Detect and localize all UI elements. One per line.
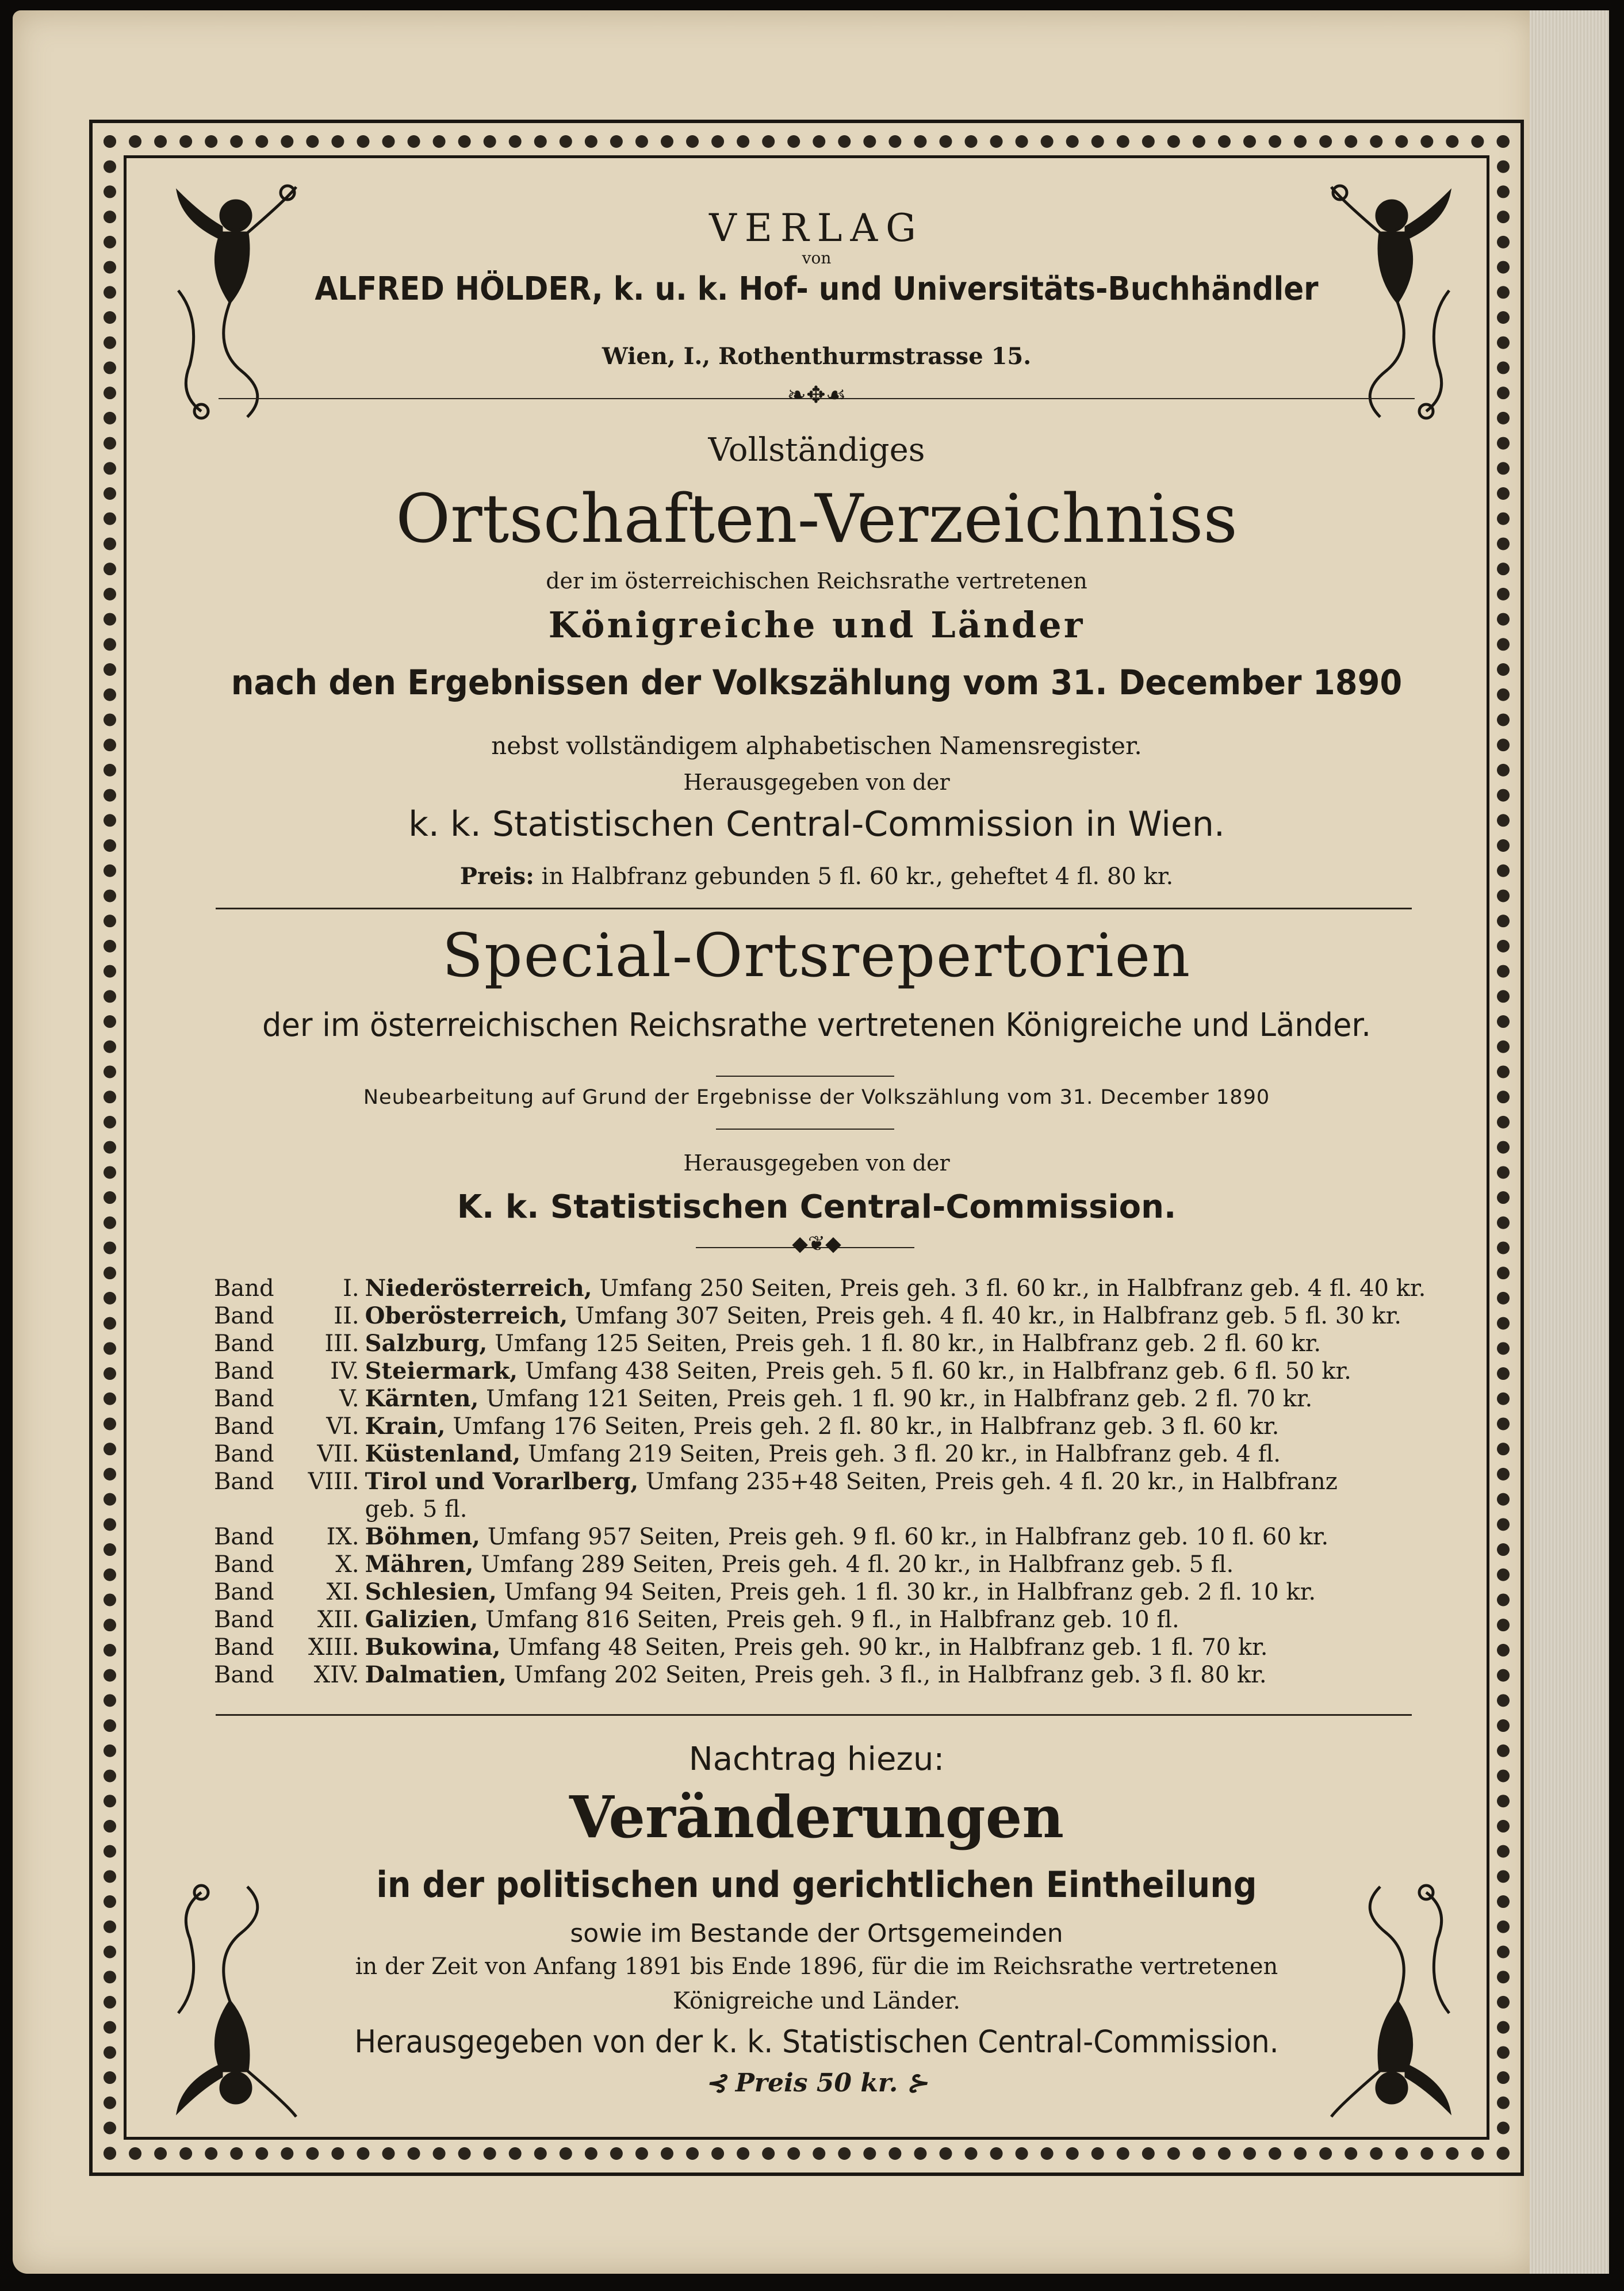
book1-price-text: in Halbfranz gebunden 5 fl. 60 kr., geheftet 4 fl. 80 kr. [541,863,1174,890]
band-label: Band [214,1303,274,1329]
band-label: Band [214,1468,274,1495]
band-region-name: Oberösterreich, [365,1302,568,1329]
fleuron-icon: ❧✥☙ [787,382,847,408]
band-row [214,1551,1426,1578]
band-number: XII. [317,1607,359,1633]
band-row [214,1578,1426,1606]
book2-editor-intro: Herausgegeben von der [683,1150,950,1176]
section-divider [216,908,1412,909]
book1-line3: nach den Ergebnissen der Volkszählung vom 31. December 1890 [231,663,1403,703]
band-label: Band [214,1275,274,1302]
band-label: Band [214,1579,274,1605]
book3-line2: sowie im Bestande der Ortsgemeinden [570,1919,1063,1948]
band-label: Band [214,1358,274,1384]
band-number: III. [324,1330,359,1357]
book3-title: Veränderungen [569,1783,1064,1851]
band-details: Umfang 125 Seiten, Preis geh. 1 fl. 80 kr., in Halbfranz geb. 2 fl. 60 kr. [495,1330,1322,1357]
fleuron-icon: ⊱ [898,2068,928,2098]
band-details: Umfang 202 Seiten, Preis geh. 3 fl., in Halbfranz geb. 3 fl. 80 kr. [514,1662,1267,1688]
book3-line4: Königreiche und Länder. [673,1988,960,2014]
band-row-continuation [214,1496,1426,1523]
band-row [214,1330,1426,1357]
band-details: Umfang 250 Seiten, Preis geh. 3 fl. 60 kr., in Halbfranz geb. 4 fl. 40 kr. [599,1275,1426,1302]
band-label: Band [214,1662,274,1688]
band-number: XI. [326,1579,359,1605]
band-number: II. [334,1303,359,1329]
band-details: Umfang 176 Seiten, Preis geh. 2 fl. 80 kr., in Halbfranz geb. 3 fl. 60 kr. [453,1413,1280,1440]
book3-price-line [173,2068,1461,2098]
band-region-name: Bukowina, [365,1634,501,1661]
band-label: Band [214,1551,274,1578]
band-region-name: Kärnten, [365,1385,479,1412]
book1-price-label: Preis: [459,863,534,890]
book1-price [173,863,1461,890]
band-label: Band [214,1413,274,1440]
book-spine [1530,10,1609,2274]
publisher-address: Wien, I., Rothenthurmstrasse 15. [602,343,1032,370]
short-divider [716,1129,894,1130]
band-number: XIV. [313,1662,359,1688]
band-details: Umfang 289 Seiten, Preis geh. 4 fl. 20 kr., in Halbfranz geb. 5 fl. [481,1551,1234,1578]
band-label: Band [214,1634,274,1661]
book1-editor: k. k. Statistischen Central-Commission in Wien. [408,804,1225,844]
band-number: VII. [317,1441,359,1467]
verlag-heading: VERLAG [709,206,924,250]
band-region-name: Salzburg, [365,1330,488,1357]
fleuron-icon: ◆❦◆ [792,1232,841,1256]
fleuron-icon: ⊰ [705,2068,736,2098]
band-region-name: Küstenland, [365,1440,521,1467]
band-details-continuation: geb. 5 fl. [365,1496,468,1523]
band-number: XIII. [308,1634,359,1661]
band-details: Umfang 816 Seiten, Preis geh. 9 fl., in Halbfranz geb. 10 fl. [485,1607,1179,1633]
band-row [214,1606,1426,1634]
book1-line1: der im österreichischen Reichsrathe vertretenen [546,568,1087,594]
book2-editor: K. k. Statistischen Central-Commission. [457,1188,1177,1226]
band-label: Band [214,1441,274,1467]
band-region-name: Böhmen, [365,1523,480,1550]
band-region-name: Krain, [365,1413,446,1440]
book1-line4: nebst vollständigem alphabetischen Namensregister. [491,732,1142,760]
band-row [214,1468,1426,1496]
band-region-name: Steiermark, [365,1357,518,1384]
band-row [214,1302,1426,1330]
band-number: V. [339,1386,359,1412]
band-details: Umfang 307 Seiten, Preis geh. 4 fl. 40 kr., in Halbfranz geb. 5 fl. 30 kr. [574,1303,1402,1329]
band-region-name: Niederösterreich, [365,1275,592,1302]
band-row [214,1634,1426,1661]
band-number: IX. [326,1524,359,1550]
band-details: Umfang 48 Seiten, Preis geh. 90 kr., in Halbfranz geb. 1 fl. 70 kr. [508,1634,1268,1661]
band-row [214,1413,1426,1440]
band-region-name: Galizien, [365,1606,478,1633]
short-divider [716,1076,894,1077]
book3-price: Preis 50 kr. [735,2068,898,2098]
band-label: Band [214,1607,274,1633]
band-details: Umfang 438 Seiten, Preis geh. 5 fl. 60 kr., in Halbfranz geb. 6 fl. 50 kr. [524,1358,1351,1384]
band-region-name: Tirol und Vorarlberg, [365,1468,639,1495]
book1-editor-intro: Herausgegeben von der [683,770,950,795]
book3-line3: in der Zeit von Anfang 1891 bis Ende 1896, für die im Reichsrathe vertretenen [355,1953,1278,1980]
band-label: Band [214,1330,274,1357]
band-details: Umfang 957 Seiten, Preis geh. 9 fl. 60 kr., in Halbfranz geb. 10 fl. 60 kr. [487,1524,1329,1550]
band-number: VIII. [308,1468,359,1495]
section-divider [216,1714,1412,1716]
band-label: Band [214,1524,274,1550]
band-details: Umfang 94 Seiten, Preis geh. 1 fl. 30 kr., in Halbfranz geb. 2 fl. 10 kr. [504,1579,1316,1605]
book1-pre-title: Vollständiges [708,431,925,469]
band-number: X. [335,1551,359,1578]
book1-title: Ortschaften-Verzeichniss [396,480,1238,558]
band-region-name: Dalmatien, [365,1661,507,1688]
book3-line1: in der politischen und gerichtlichen Eintheilung [376,1864,1257,1906]
publisher-name: ALFRED HÖLDER, k. u. k. Hof- und Universitäts-Buchhändler [315,270,1319,308]
band-region-name: Mähren, [365,1551,474,1578]
band-row [214,1661,1426,1689]
band-number: VI. [326,1413,359,1440]
band-row [214,1523,1426,1551]
book2-subtitle: der im österreichischen Reichsrathe vertretenen Königreiche und Länder. [262,1007,1371,1044]
band-details: Umfang 219 Seiten, Preis geh. 3 fl. 20 kr., in Halbfranz geb. 4 fl. [527,1441,1281,1467]
band-details: Umfang 235+48 Seiten, Preis geh. 4 fl. 20 kr., in Halbfranz [645,1468,1338,1495]
book3-intro: Nachtrag hiezu: [688,1741,945,1778]
band-row [214,1357,1426,1385]
band-region-name: Schlesien, [365,1578,497,1605]
band-number: I. [343,1275,359,1302]
band-details: Umfang 121 Seiten, Preis geh. 1 fl. 90 kr., in Halbfranz geb. 2 fl. 70 kr. [486,1386,1313,1412]
von-label: von [802,248,832,267]
band-list [214,1275,1426,1689]
book2-title: Special-Ortsrepertorien [442,920,1192,990]
band-label: Band [214,1386,274,1412]
band-number: IV. [330,1358,359,1384]
band-row [214,1275,1426,1302]
band-row [214,1440,1426,1468]
book2-note: Neubearbeitung auf Grund der Ergebnisse der Volkszählung vom 31. December 1890 [363,1086,1270,1109]
book3-editor: Herausgegeben von der k. k. Statistischen Central-Commission. [354,2024,1279,2060]
band-row [214,1385,1426,1413]
book1-line2: Königreiche und Länder [548,604,1085,646]
